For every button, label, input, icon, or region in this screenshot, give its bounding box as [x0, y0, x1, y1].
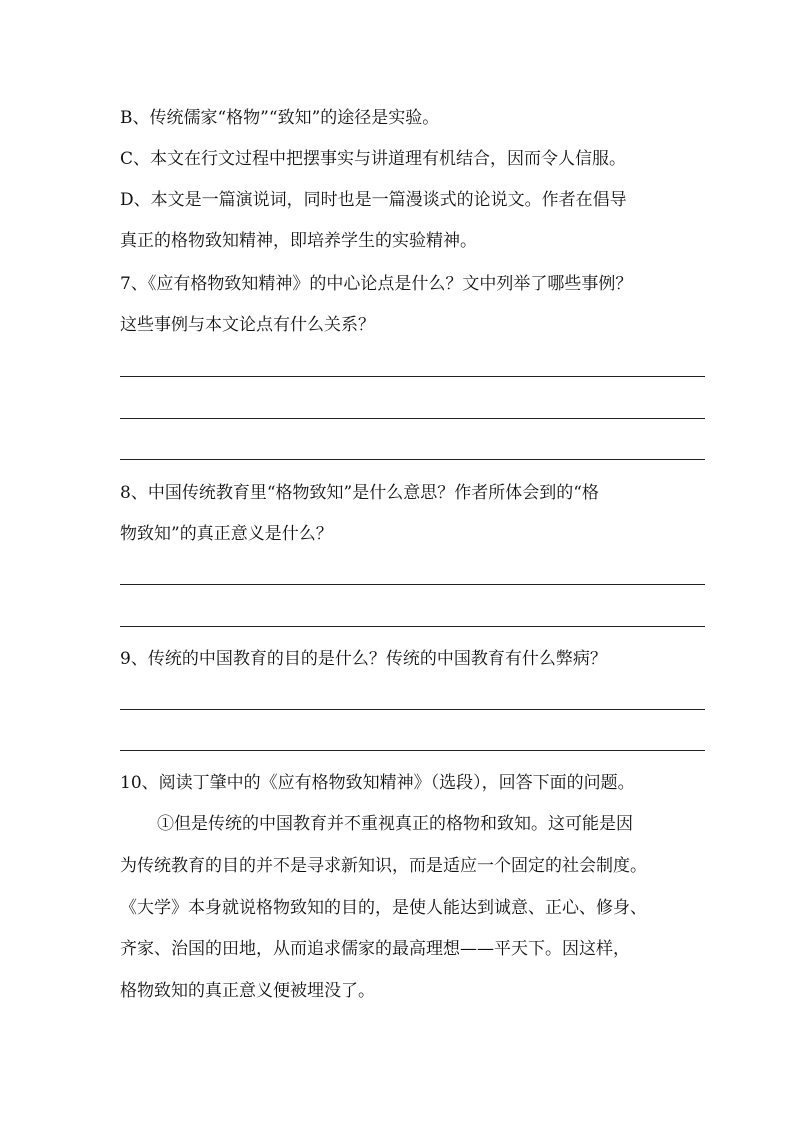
question-7-line2: 这些事例与本文论点有什么关系？	[120, 315, 375, 335]
question-7-line1: 7、《应有格物致知精神》的中心论点是什么？文中列举了哪些事例？	[120, 274, 633, 294]
passage-line-2: 为传统教育的目的并不是寻求新知识，而是适应一个固定的社会制度。	[120, 856, 647, 876]
passage-line-3: 《大学》本身就说格物致知的目的，是使人能达到诚意、正心、修身、	[120, 898, 647, 918]
question-10-prompt: 10、阅读丁肇中的《应有格物致知精神》（选段），回答下面的问题。	[120, 773, 635, 793]
answer-line-q7-3[interactable]	[120, 459, 705, 460]
option-b: B、传统儒家“格物”“致知”的途径是实验。	[120, 108, 440, 128]
passage-line-4: 齐家、治国的田地，从而追求儒家的最高理想——平天下。因这样，	[120, 939, 630, 959]
passage-line-1: ①但是传统的中国教育并不重视真正的格物和致知。这可能是因	[157, 814, 633, 834]
answer-line-q7-2[interactable]	[120, 418, 705, 419]
option-d-line1: D、本文是一篇演说词，同时也是一篇漫谈式的论说文。作者在倡导	[120, 190, 627, 210]
answer-line-q9-1[interactable]	[120, 709, 705, 710]
answer-line-q8-2[interactable]	[120, 626, 705, 627]
answer-line-q7-1[interactable]	[120, 376, 705, 377]
question-8-line2: 物致知”的真正意义是什么？	[120, 524, 333, 544]
passage-line-5: 格物致知的真正意义便被埋没了。	[120, 981, 375, 1001]
question-9-line1: 9、传统的中国教育的目的是什么？传统的中国教育有什么弊病？	[120, 649, 607, 669]
option-d-line2: 真正的格物致知精神，即培养学生的实验精神。	[120, 231, 477, 251]
question-8-line1: 8、中国传统教育里“格物致知”是什么意思？作者所体会到的“格	[120, 483, 599, 503]
option-c: C、本文在行文过程中把摆事实与讲道理有机结合，因而令人信服。	[120, 149, 627, 169]
answer-line-q9-2[interactable]	[120, 750, 705, 751]
answer-line-q8-1[interactable]	[120, 584, 705, 585]
